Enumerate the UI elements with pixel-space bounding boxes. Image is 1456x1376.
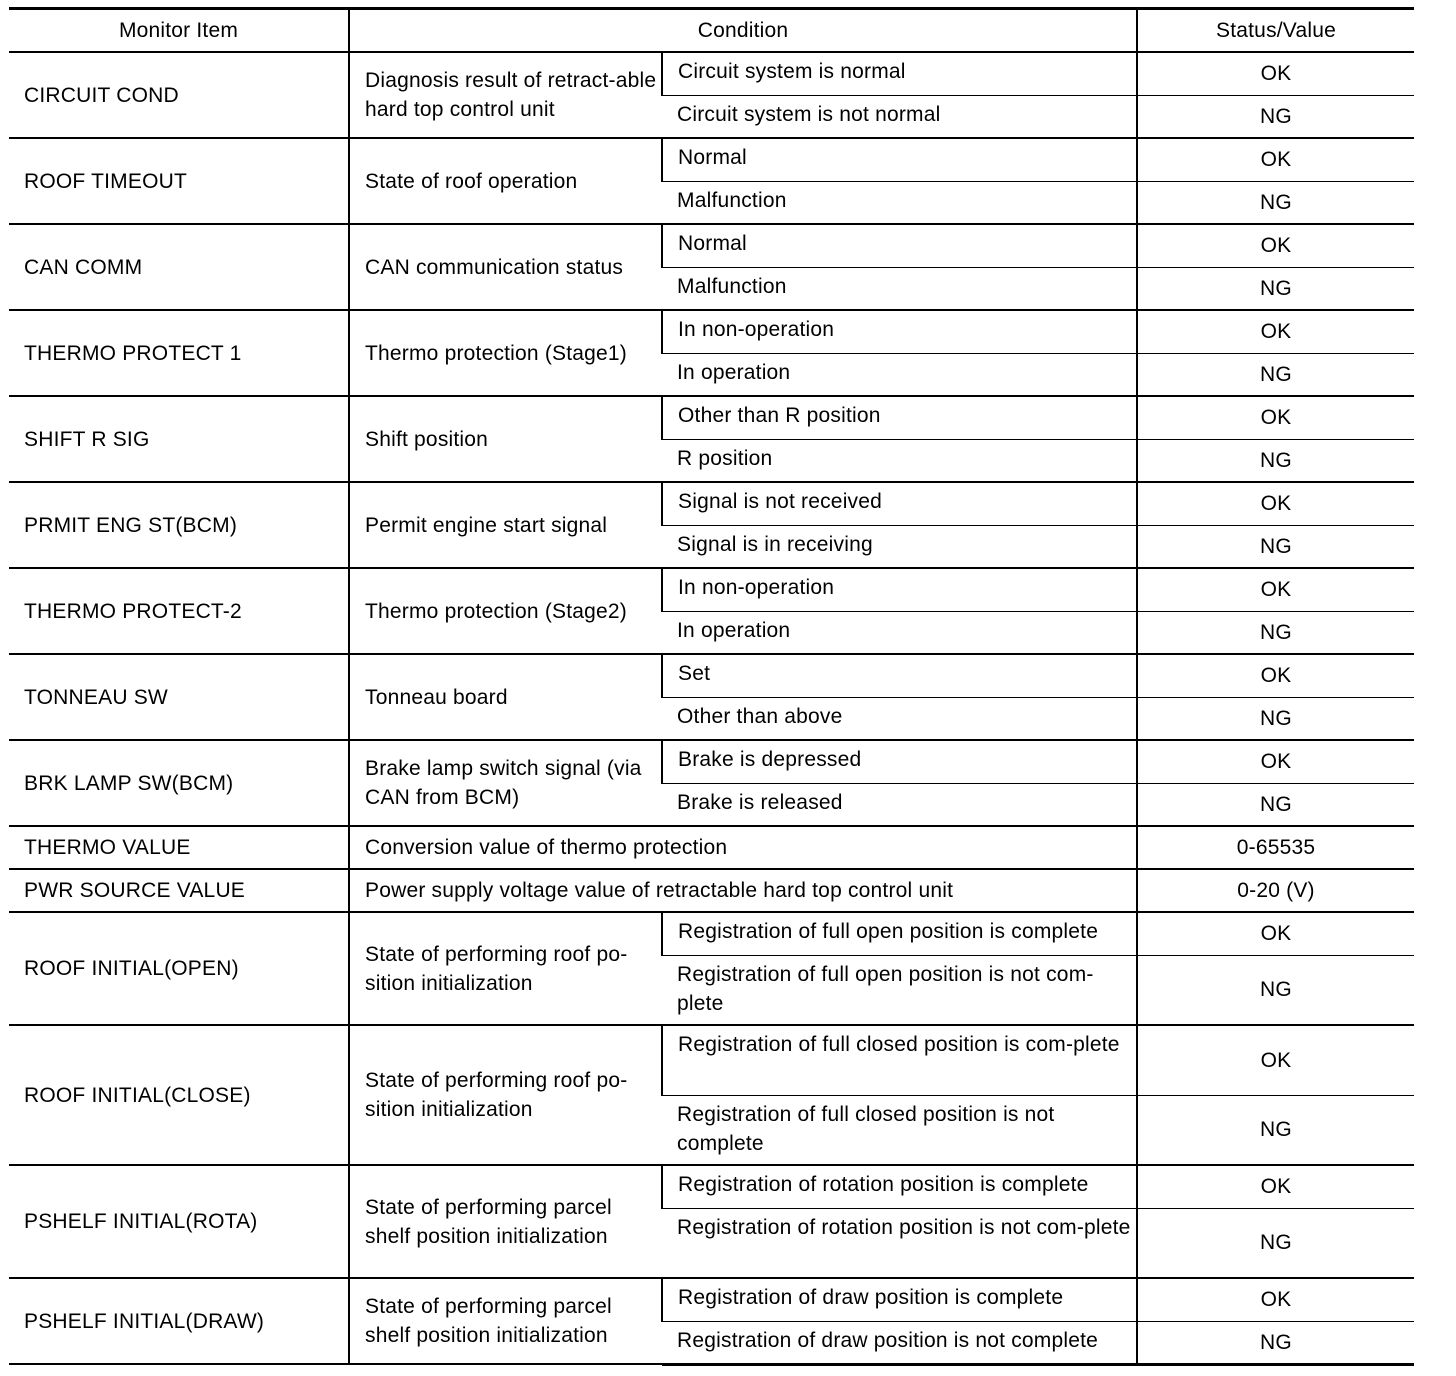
status-value-cell: NG	[1137, 95, 1414, 138]
condition-cell: State of performing roof po-sition initialization	[349, 1025, 662, 1165]
sub-condition-cell: Registration of rotation position is complete	[662, 1165, 1137, 1208]
status-value-cell: OK	[1137, 52, 1414, 95]
table-row	[9, 568, 1414, 611]
table-row	[9, 310, 1414, 353]
monitor-item-cell: ROOF INITIAL(CLOSE)	[9, 1025, 349, 1165]
sub-condition-cell: Other than R position	[662, 396, 1137, 439]
sub-condition-cell: Registration of rotation position is not com-plete	[662, 1208, 1137, 1278]
sub-condition-cell: R position	[662, 439, 1137, 482]
sub-condition-cell: Normal	[662, 138, 1137, 181]
status-value-cell: NG	[1137, 1208, 1414, 1278]
monitor-item-cell: PSHELF INITIAL(ROTA)	[9, 1165, 349, 1278]
status-value-cell: OK	[1137, 1025, 1414, 1095]
monitor-item-cell: THERMO VALUE	[9, 826, 349, 869]
status-value-cell: OK	[1137, 740, 1414, 783]
status-value-cell: NG	[1137, 1321, 1414, 1364]
status-value-cell: NG	[1137, 181, 1414, 224]
table-row	[9, 826, 1414, 869]
status-value-cell: OK	[1137, 224, 1414, 267]
status-value-cell: 0-20 (V)	[1137, 869, 1414, 912]
sub-condition-cell: Brake is released	[662, 783, 1137, 826]
status-value-cell: OK	[1137, 138, 1414, 181]
condition-cell: State of roof operation	[349, 138, 662, 224]
sub-condition-cell: Registration of full open position is complete	[662, 912, 1137, 955]
status-value-cell: OK	[1137, 654, 1414, 697]
sub-condition-cell: Circuit system is normal	[662, 52, 1137, 95]
header-row	[9, 9, 1414, 53]
status-value-cell: NG	[1137, 439, 1414, 482]
monitor-item-cell: ROOF INITIAL(OPEN)	[9, 912, 349, 1025]
sub-condition-cell: Malfunction	[662, 267, 1137, 310]
sub-condition-cell: Registration of draw position is not complete	[662, 1321, 1137, 1364]
status-value-cell: NG	[1137, 353, 1414, 396]
condition-cell: Thermo protection (Stage2)	[349, 568, 662, 654]
sub-condition-cell: In operation	[662, 611, 1137, 654]
status-value-cell: OK	[1137, 1278, 1414, 1321]
sub-condition-cell: Registration of full closed position is not complete	[662, 1095, 1137, 1165]
status-value-cell: OK	[1137, 912, 1414, 955]
sub-condition-cell: Circuit system is not normal	[662, 95, 1137, 138]
table-row	[9, 740, 1414, 783]
status-value-cell: OK	[1137, 568, 1414, 611]
sub-condition-cell: Normal	[662, 224, 1137, 267]
monitor-table	[9, 7, 1414, 1366]
status-value-cell: NG	[1137, 611, 1414, 654]
sub-condition-cell: Registration of full closed position is com-plete	[662, 1025, 1137, 1095]
table-row	[9, 1278, 1414, 1321]
monitor-item-cell: PSHELF INITIAL(DRAW)	[9, 1278, 349, 1364]
condition-cell: Thermo protection (Stage1)	[349, 310, 662, 396]
sub-condition-cell: Registration of full open position is not com-plete	[662, 955, 1137, 1025]
monitor-item-cell: ROOF TIMEOUT	[9, 138, 349, 224]
header-condition: Condition	[349, 9, 1137, 53]
monitor-item-cell: PWR SOURCE VALUE	[9, 869, 349, 912]
sub-condition-cell: Signal is not received	[662, 482, 1137, 525]
sub-condition-cell: Set	[662, 654, 1137, 697]
table-row	[9, 482, 1414, 525]
status-value-cell: NG	[1137, 1095, 1414, 1165]
condition-cell: Shift position	[349, 396, 662, 482]
status-value-cell: NG	[1137, 783, 1414, 826]
status-value-cell: 0-65535	[1137, 826, 1414, 869]
condition-cell: State of performing roof po-sition initialization	[349, 912, 662, 1025]
status-value-cell: NG	[1137, 267, 1414, 310]
condition-cell: Power supply voltage value of retractable hard top control unit	[349, 869, 1137, 912]
condition-cell: Permit engine start signal	[349, 482, 662, 568]
header-status-value: Status/Value	[1137, 9, 1414, 53]
table-row	[9, 138, 1414, 181]
table-row	[9, 224, 1414, 267]
condition-cell: CAN communication status	[349, 224, 662, 310]
table-row	[9, 912, 1414, 955]
table-row	[9, 52, 1414, 95]
condition-cell: Conversion value of thermo protection	[349, 826, 1137, 869]
monitor-item-cell: CIRCUIT COND	[9, 52, 349, 138]
status-value-cell: OK	[1137, 482, 1414, 525]
sub-condition-cell: Brake is depressed	[662, 740, 1137, 783]
condition-cell: State of performing parcel shelf position initialization	[349, 1165, 662, 1278]
sub-condition-cell: In operation	[662, 353, 1137, 396]
table-row	[9, 869, 1414, 912]
header-monitor-item: Monitor Item	[9, 9, 349, 53]
condition-cell: Diagnosis result of retract-able hard top control unit	[349, 52, 662, 138]
sub-condition-cell: Other than above	[662, 697, 1137, 740]
monitor-item-cell: SHIFT R SIG	[9, 396, 349, 482]
status-value-cell: NG	[1137, 525, 1414, 568]
monitor-item-cell: CAN COMM	[9, 224, 349, 310]
sub-condition-cell: Signal is in receiving	[662, 525, 1137, 568]
condition-cell: Brake lamp switch signal (via CAN from BCM)	[349, 740, 662, 826]
status-value-cell: OK	[1137, 396, 1414, 439]
sub-condition-cell: In non-operation	[662, 568, 1137, 611]
status-value-cell: NG	[1137, 955, 1414, 1025]
monitor-item-cell: TONNEAU SW	[9, 654, 349, 740]
monitor-item-cell: THERMO PROTECT-2	[9, 568, 349, 654]
status-value-cell: OK	[1137, 310, 1414, 353]
sub-condition-cell: Malfunction	[662, 181, 1137, 224]
table-row	[9, 396, 1414, 439]
condition-cell: Tonneau board	[349, 654, 662, 740]
sub-condition-cell: Registration of draw position is complete	[662, 1278, 1137, 1321]
table-row	[9, 654, 1414, 697]
status-value-cell: OK	[1137, 1165, 1414, 1208]
monitor-item-cell: PRMIT ENG ST(BCM)	[9, 482, 349, 568]
table-row	[9, 1165, 1414, 1208]
status-value-cell: NG	[1137, 697, 1414, 740]
monitor-item-cell: BRK LAMP SW(BCM)	[9, 740, 349, 826]
monitor-item-cell: THERMO PROTECT 1	[9, 310, 349, 396]
condition-cell: State of performing parcel shelf position initialization	[349, 1278, 662, 1364]
sub-condition-cell: In non-operation	[662, 310, 1137, 353]
table-row	[9, 1025, 1414, 1095]
